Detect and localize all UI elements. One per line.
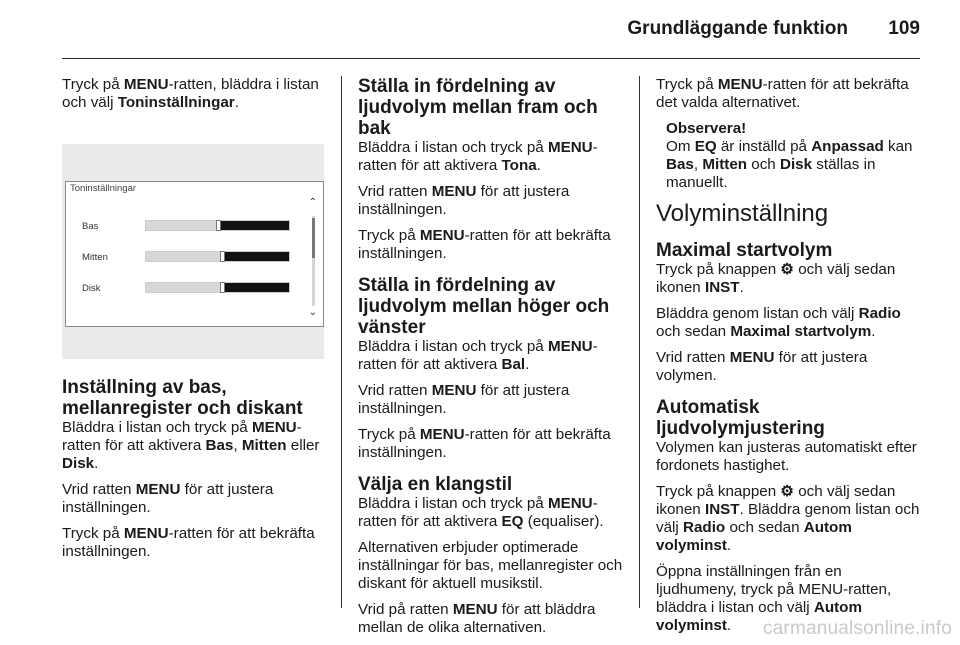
section-heading: Automatisk ljudvolymjustering xyxy=(656,397,825,439)
slider-fill-left xyxy=(146,252,222,261)
paragraph: Vrid ratten MENU för att justera inställningen. xyxy=(358,382,570,417)
note-title: Observera! xyxy=(666,120,747,137)
slider-fill-left xyxy=(146,221,218,230)
bold-term: INST xyxy=(704,501,740,518)
paragraph: Tryck på MENU-ratten för att bekräfta inställningen. xyxy=(358,426,611,461)
bold-term: Maximal startvolym xyxy=(730,323,872,340)
slider-fill-right xyxy=(225,283,289,292)
watermark: carmanualsonline.info xyxy=(762,618,952,639)
slider-fill-right xyxy=(221,221,289,230)
paragraph: Bläddra i listan och tryck på MENU-ratten för att aktivera Tona. xyxy=(358,139,598,174)
paragraph: Bläddra i listan och tryck på MENU-ratten för att aktivera Bal. xyxy=(358,338,598,373)
bold-term: Anpassad xyxy=(811,138,884,155)
bold-term: MENU xyxy=(419,426,465,443)
bold-term: ⚙ xyxy=(780,261,795,278)
bold-term: MENU xyxy=(547,139,593,156)
tone-settings-screenshot xyxy=(62,144,324,359)
paragraph: Vrid ratten MENU för att justera inställningen. xyxy=(62,481,274,516)
bold-term: INST xyxy=(704,279,740,296)
bold-term: Bas xyxy=(666,156,694,173)
bold-term: MENU xyxy=(123,76,169,93)
scrollbar[interactable] xyxy=(312,216,315,306)
column-3 xyxy=(656,76,926,643)
section-heading: Inställning av bas, mellanregister och diskant xyxy=(62,377,303,419)
bold-term: MENU xyxy=(431,382,477,399)
bold-term: Toninställningar xyxy=(117,94,235,111)
bold-term: MENU xyxy=(547,495,593,512)
column-1 xyxy=(62,76,324,569)
column-2 xyxy=(358,76,626,645)
bold-term: EQ xyxy=(694,138,717,155)
intro-paragraph: Tryck på MENU-ratten, bläddra i listan och välj Toninställningar. xyxy=(62,76,319,111)
bold-term: MENU xyxy=(547,338,593,355)
slider-label: Disk xyxy=(82,283,101,294)
bold-term: Disk xyxy=(62,455,95,472)
slider-row-disk xyxy=(66,280,286,296)
bold-term: Tona xyxy=(501,157,537,174)
slider-thumb[interactable] xyxy=(216,220,221,231)
bold-term: Bal xyxy=(501,356,526,373)
column-divider xyxy=(341,76,342,608)
page-number: 109 xyxy=(888,18,920,39)
panel-title: Toninställningar xyxy=(70,183,137,194)
paragraph: Vrid på ratten MENU för att bläddra mellan de olika alternativen. xyxy=(358,601,596,636)
paragraph: Tryck på knappen ⚙ och välj sedan ikonen INST. Bläddra genom listan och välj Radio och sedan Autom volyminst. xyxy=(656,483,920,554)
bold-term: MENU xyxy=(431,183,477,200)
bold-term: MENU xyxy=(729,349,775,366)
paragraph: Bläddra i listan och tryck på MENU-ratten för att aktivera Bas, Mitten eller Disk. xyxy=(62,419,320,472)
slider-thumb[interactable] xyxy=(220,282,225,293)
chevron-down-icon: ⌄ xyxy=(308,307,317,318)
bold-term: ⚙ xyxy=(780,483,795,500)
bold-term: MENU xyxy=(123,525,169,542)
slider-track[interactable] xyxy=(145,251,290,262)
section-heading: Maximal startvolym xyxy=(656,240,833,261)
paragraph: Alternativen erbjuder optimerade inställningar för bas, mellanregister och diskant för aktuell musikstil. xyxy=(358,539,623,592)
slider-track[interactable] xyxy=(145,220,290,231)
scrollbar-thumb[interactable] xyxy=(312,218,315,258)
chapter-heading: Volyminställning xyxy=(656,200,829,227)
bold-term: Autom volyminst xyxy=(656,599,862,634)
bold-term: EQ xyxy=(501,513,524,530)
page-header xyxy=(62,0,920,58)
paragraph: Tryck på MENU-ratten för att bekräfta det valda alternativet. xyxy=(656,76,909,111)
slider-row-bas xyxy=(66,218,286,234)
bold-term: Radio xyxy=(858,305,901,322)
paragraph: Öppna inställningen från en ljudhumeny, tryck på MENU-ratten, bläddra i listan och välj Autom volyminst. xyxy=(656,563,892,634)
bold-term: Autom volyminst xyxy=(656,519,852,554)
paragraph: Vrid ratten MENU för att justera inställningen. xyxy=(358,183,570,218)
slider-track[interactable] xyxy=(145,282,290,293)
bold-term: MENU xyxy=(419,227,465,244)
slider-label: Bas xyxy=(82,221,99,232)
bold-term: Mitten xyxy=(241,437,287,454)
section-heading: Ställa in fördelning av ljudvolym mellan fram och bak xyxy=(358,76,598,139)
paragraph: Tryck på MENU-ratten för att bekräfta inställningen. xyxy=(358,227,611,262)
bold-term: MENU xyxy=(717,76,763,93)
bold-term: Mitten xyxy=(702,156,748,173)
bold-term: Bas xyxy=(205,437,234,454)
paragraph: Bläddra i listan och tryck på MENU-ratten för att aktivera EQ (equaliser). xyxy=(358,495,604,530)
column-divider xyxy=(639,76,640,608)
bold-term: MENU xyxy=(452,601,498,618)
header-title: Grundläggande funktion xyxy=(627,18,848,39)
bold-term: MENU xyxy=(251,419,297,436)
paragraph: Bläddra genom listan och välj Radio och sedan Maximal startvolym. xyxy=(656,305,901,340)
slider-fill-right xyxy=(225,252,289,261)
bold-term: Disk xyxy=(779,156,813,173)
slider-label: Mitten xyxy=(82,252,108,263)
note-body: Om EQ är inställd på Anpassad kan Bas, Mitten och Disk ställas in manuellt. xyxy=(666,138,913,191)
bold-term: Radio xyxy=(683,519,726,536)
slider-row-mitten xyxy=(66,249,286,265)
note-box xyxy=(666,120,926,192)
paragraph: Tryck på knappen ⚙ och välj sedan ikonen INST. xyxy=(656,261,896,296)
chevron-up-icon: ⌃ xyxy=(308,197,317,208)
slider-thumb[interactable] xyxy=(220,251,225,262)
section-heading: Välja en klangstil xyxy=(358,474,513,495)
section-heading: Ställa in fördelning av ljudvolym mellan höger och vänster xyxy=(358,275,610,338)
paragraph: Vrid ratten MENU för att justera volymen. xyxy=(656,349,868,384)
paragraph: Volymen kan justeras automatiskt efter fordonets hastighet. xyxy=(656,439,917,474)
slider-fill-left xyxy=(146,283,222,292)
paragraph: Tryck på MENU-ratten för att bekräfta inställningen. xyxy=(62,525,315,560)
tone-settings-panel xyxy=(65,181,324,327)
bold-term: MENU xyxy=(135,481,181,498)
header-rule xyxy=(62,58,920,59)
